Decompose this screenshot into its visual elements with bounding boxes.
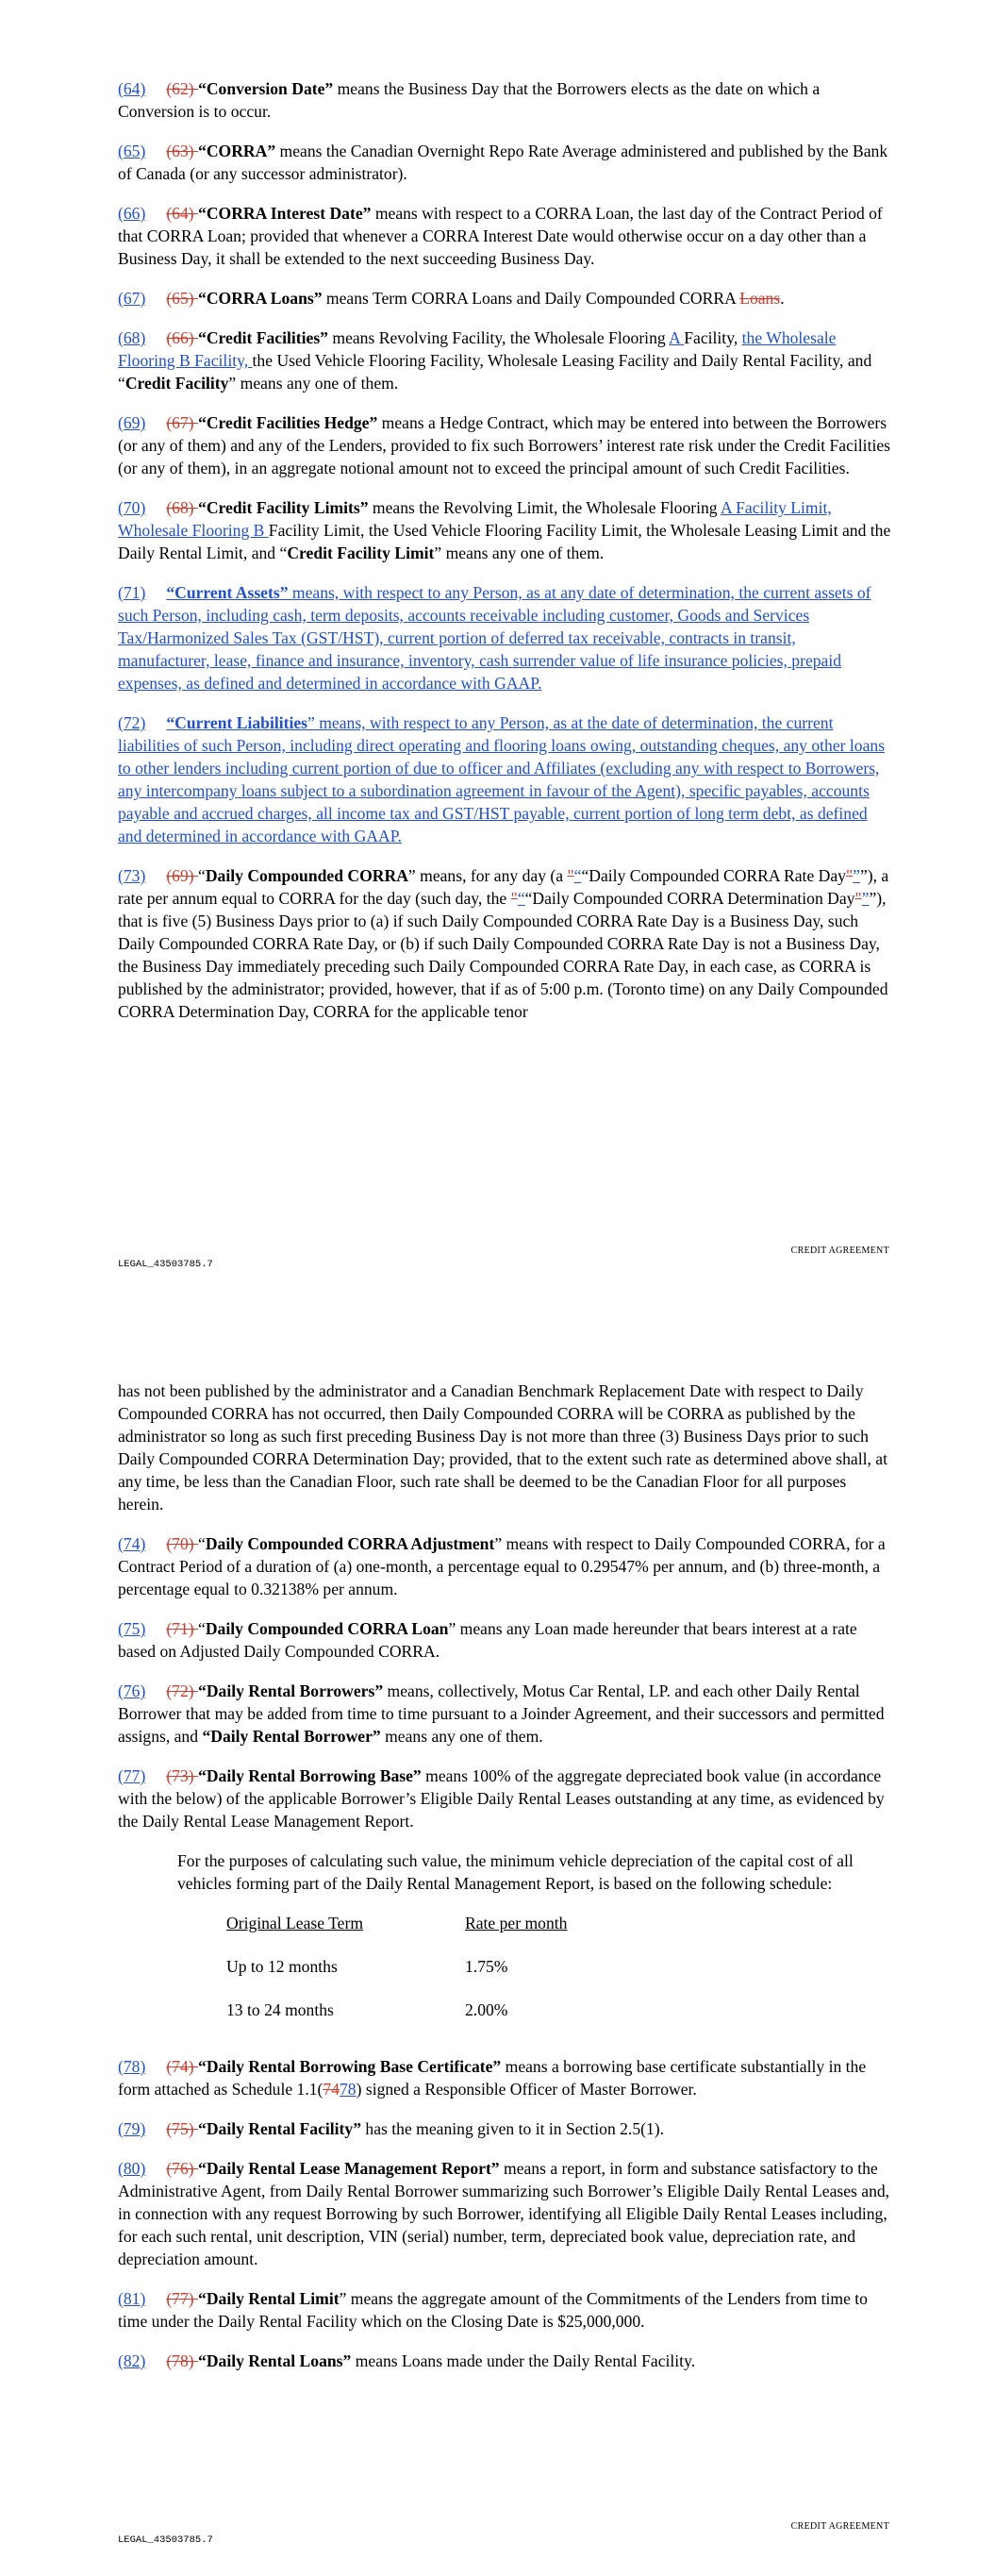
clause-number[interactable]: (69) [118, 413, 146, 432]
deleted-number: (64) [166, 204, 199, 223]
defined-term: “CORRA Interest Date” [198, 204, 372, 223]
clause-number[interactable]: (64) [118, 79, 146, 98]
deleted-number: (73) [166, 1766, 199, 1785]
definition-text: means the Canadian Overnight Repo Rate Average administered and published by the Bank of Canada (or any successor administrator). [118, 142, 888, 183]
definition-68 [118, 326, 891, 394]
footer-legal-id: LEGAL_43503785.7 [118, 1259, 213, 1270]
defined-term: “CORRA Loans” [198, 289, 323, 308]
deleted-number: (71) [166, 1619, 199, 1638]
defined-term: “Daily Rental Loans” [198, 2351, 352, 2370]
defined-term: “Daily Rental Facility” [198, 2119, 362, 2138]
defined-term: “CORRA” [198, 142, 276, 160]
definition-text: means, collectively, Motus Car Rental, LP. and each other Daily Rental Borrower that may be added from time to time pursuant to a Joinder Agreement, and their successors and permitted assigns, and [118, 1681, 885, 1746]
clause-number[interactable]: (66) [118, 204, 146, 223]
footer-title: CREDIT AGREEMENT [790, 1246, 889, 1256]
definition-text: ”), that is five (5) Business Days prior to (a) if such Daily Compounded CORRA Rate Day is a Business Day, such Daily Compounded CORRA Rate Day, or (b) if such Daily Compounded CORRA Rate Day is not a Business Day, the Business Day immediately preceding such Daily Compounded CORRA Rate Day, in each case, as CORRA is published by the administrator; provided, however, that if as of 5:00 p.m. (Toronto time) on any Daily Compounded CORRA Determination Day, CORRA for the applicable tenor [118, 889, 888, 1021]
definition-text: ) signed a Responsible Officer of Master Borrower. [356, 2080, 697, 2099]
inserted-text: 78 [340, 2080, 357, 2099]
definition-text: ” means any one of them. [228, 374, 399, 393]
defined-term: “Daily Rental Borrowing Base” [198, 1766, 422, 1785]
deleted-quote: " [510, 889, 518, 908]
deleted-number: (65) [166, 289, 199, 308]
inserted-text: A Facility Limit, Wholesale Flooring B [118, 498, 832, 540]
lease-term-cell: Up to 12 months [226, 1957, 338, 1976]
defined-term: “Credit Facility Limits” [198, 498, 369, 517]
inserted-quote: ” [853, 866, 860, 885]
inserted-quote: “ [517, 889, 525, 908]
defined-term: “Current Liabilities [166, 713, 308, 732]
clause-number[interactable]: (71) [118, 583, 146, 602]
definition-73 [118, 864, 891, 1023]
deleted-number: (78) [166, 2351, 199, 2370]
definition-text: “Daily Compounded CORRA Rate Day [581, 866, 846, 885]
definition-text: has the meaning given to it in Section 2.5(1). [361, 2119, 665, 2138]
deleted-number: (67) [166, 413, 199, 432]
definition-82 [118, 2350, 891, 2372]
rate-cell: 2.00% [465, 2000, 508, 2019]
defined-term: “Credit Facilities” [198, 328, 328, 347]
deleted-number: (63) [166, 142, 199, 160]
definition-text: ” means the aggregate amount of the Commitments of the Lenders from time to time under the Daily Rental Facility which on the Closing Date is $25,000,000. [118, 2289, 868, 2331]
definition-text: means Revolving Facility, the Wholesale Flooring [327, 328, 670, 347]
depreciation-note: For the purposes of calculating such value, the minimum vehicle depreciation of the capital cost of all vehicles forming part of the Daily Rental Management Report, is based on the following schedule: [177, 1851, 854, 1893]
clause-number[interactable]: (80) [118, 2159, 146, 2178]
definition-80 [118, 2157, 891, 2270]
rate-cell: 1.75% [465, 1957, 508, 1976]
definition-69 [118, 411, 891, 479]
defined-term-singular: “Daily Rental Borrower” [202, 1727, 381, 1746]
deleted-number: (69) [166, 866, 199, 885]
document-page-2 [0, 1302, 995, 2576]
defined-term: “Daily Rental Borrowing Base Certificate” [198, 2057, 502, 2076]
deleted-text: Loans [739, 289, 781, 308]
deleted-text: 74 [323, 2080, 340, 2099]
deleted-number: (76) [166, 2159, 199, 2178]
clause-number[interactable]: (65) [118, 142, 146, 160]
definition-74 [118, 1532, 891, 1600]
definition-81 [118, 2287, 891, 2333]
definition-text: means the Revolving Limit, the Wholesale Flooring [368, 498, 721, 517]
deleted-quote: " [845, 866, 854, 885]
definition-text: Facility Limit, the Used Vehicle Flooring Facility Limit, the Wholesale Leasing Limit and the Daily Rental Limit, and “ [118, 521, 891, 562]
deleted-number: (68) [166, 498, 199, 517]
definition-77 [118, 1765, 891, 1832]
definition-text: means Term CORRA Loans and Daily Compounded CORRA [322, 289, 740, 308]
quote-mark: “ [198, 1619, 206, 1638]
inserted-quote: “ [573, 866, 582, 885]
clause-number[interactable]: (68) [118, 328, 146, 347]
definition-75 [118, 1617, 891, 1663]
defined-term: “Conversion Date” [198, 79, 334, 98]
deleted-number: (72) [166, 1681, 199, 1700]
definition-78 [118, 2055, 891, 2100]
clause-number[interactable]: (81) [118, 2289, 146, 2308]
clause-number[interactable]: (70) [118, 498, 146, 517]
defined-term: “Credit Facilities Hedge” [198, 413, 378, 432]
lease-term-cell: 13 to 24 months [226, 2000, 334, 2019]
column-header: Rate per month [465, 1914, 568, 1932]
definition-76 [118, 1680, 891, 1748]
definition-text: “Daily Compounded CORRA Determination Day [524, 889, 855, 908]
footer-legal-id: LEGAL_43503785.7 [118, 2534, 213, 2546]
deleted-number: (75) [166, 2119, 199, 2138]
defined-term: “Daily Rental Lease Management Report” [198, 2159, 500, 2178]
definition-text: means 100% of the aggregate depreciated book value (in accordance with the below) of the applicable Borrower’s Eligible Daily Rental Leases outstanding at any time, as evidenced by the Daily Rental Lease Management Report. [118, 1766, 885, 1831]
defined-term: “Daily Rental Limit [198, 2289, 340, 2308]
definition-66 [118, 202, 891, 270]
clause-number[interactable]: (76) [118, 1681, 146, 1700]
deleted-number: (77) [166, 2289, 199, 2308]
definition-67 [118, 287, 891, 309]
definition-70 [118, 496, 891, 564]
defined-term: “Current Assets” [166, 583, 289, 602]
defined-term: Daily Compounded CORRA Loan [205, 1619, 449, 1638]
quote-mark: “ [198, 866, 206, 885]
page-body [118, 77, 891, 1040]
definition-text: ” means any Loan made hereunder that bears interest at a rate based on Adjusted Daily Compounded CORRA. [118, 1619, 857, 1661]
definition-text: Facility, [684, 328, 742, 347]
clause-number[interactable]: (79) [118, 2119, 146, 2138]
inserted-text: the Wholesale Flooring B Facility, [118, 328, 837, 370]
quote-mark: “ [198, 1534, 206, 1553]
definition-text: ” means, with respect to any Person, as at the date of determination, the current liabilities of such Person, including direct operating and flooring loans owing, outstanding cheques, any other loans to other lenders including current portion of due to officer and Affiliates (excluding any with respect to Borrowers, any intercompany loans subject to a subordination agreement in favour of the Agent), specific payables, accounts payable and accrued charges, all income tax and GST/HST payable, current portion of long term debt, as defined and determined in accordance with GAAP. [118, 713, 886, 845]
table-row [226, 1999, 567, 2042]
depreciation-schedule-table [226, 1912, 567, 2042]
definition-text: ” means with respect to Daily Compounded CORRA, for a Contract Period of a duration of (a) one-month, a percentage equal to 0.29547% per annum, and (b) three-month, a percentage equal to 0.32138% per annum. [118, 1534, 886, 1598]
page-body [118, 1380, 891, 2389]
definition-73-continued: has not been published by the administrator and a Canadian Benchmark Replacement Date with respect to Daily Compounded CORRA has not occurred, then Daily Compounded CORRA will be CORRA as published by the administrator so long as such first preceding Business Day is not more than three (3) Business Days prior to such Daily Compounded CORRA Determination Day; provided, that to the extent such rate as determined above shall, at any time, be less than the Canadian Floor, such rate shall be deemed to be the Canadian Floor for all purposes herein. [118, 1381, 887, 1514]
clause-number[interactable]: (77) [118, 1766, 146, 1785]
deleted-number: (70) [166, 1534, 199, 1553]
definition-text: means a report, in form and substance satisfactory to the Administrative Agent, from Daily Rental Borrower summarizing such Borrower’s Eligible Daily Rental Leases and, in connection with any request Borrowing by such Borrower, identifying all Eligible Daily Rental Leases including, for each such rental, unit description, VIN (serial) number, term, depreciated book value, depreciation rate, and depreciation amount. [118, 2159, 890, 2268]
definition-72-inserted [118, 711, 891, 847]
table-row [226, 1955, 567, 1999]
table-header-row [226, 1912, 567, 1955]
definition-79 [118, 2117, 891, 2140]
clause-number[interactable]: (75) [118, 1619, 146, 1638]
defined-term: Daily Compounded CORRA Adjustment [205, 1534, 495, 1553]
defined-term-singular: Credit Facility Limit [287, 544, 435, 562]
defined-term-singular: Credit Facility [124, 374, 229, 393]
definition-71-inserted [118, 581, 891, 694]
deleted-number: (62) [166, 79, 199, 98]
defined-term: “Daily Rental Borrowers” [198, 1681, 384, 1700]
definition-text: means a borrowing base certificate substantially in the form attached as Schedule 1.1( [118, 2057, 867, 2099]
defined-term: Daily Compounded CORRA [205, 866, 408, 885]
clause-number[interactable]: (82) [118, 2351, 146, 2370]
definition-65 [118, 140, 891, 185]
clause-number[interactable]: (73) [118, 866, 146, 885]
definition-text: ” means any one of them. [434, 544, 605, 562]
definition-text: the Used Vehicle Flooring Facility, Wholesale Leasing Facility and Daily Rental Facility, and “ [118, 351, 872, 393]
footer-title: CREDIT AGREEMENT [790, 2521, 889, 2532]
definition-text: means Loans made under the Daily Rental Facility. [351, 2351, 696, 2370]
definition-64 [118, 77, 891, 123]
definition-text: means with respect to a CORRA Loan, the last day of the Contract Period of that CORRA Loan; provided that whenever a CORRA Interest Date would otherwise occur on a day other than a Business Day, it shall be extended to the next succeeding Business Day. [118, 204, 883, 268]
definition-text: ” means, for any day (a [407, 866, 568, 885]
definition-text: means, with respect to any Person, as at any date of determination, the current assets of such Person, including cash, term deposits, accounts receivable including customer, Goods and Services Tax/Harmonized Sales Tax (GST/HST), current portion of deferred tax receivable, contracts in transit, manufacturer, lease, finance and insurance, inventory, cash surrender value of life insurance policies, prepaid expenses, as defined and determined in accordance with GAAP. [118, 583, 871, 693]
column-header: Original Lease Term [226, 1914, 364, 1932]
definition-text: means the Business Day that the Borrowers elects as the date on which a Conversion is to occur. [118, 79, 821, 121]
deleted-quote: " [567, 866, 574, 885]
definition-text: means a Hedge Contract, which may be entered into between the Borrowers (or any of them) and any of the Lenders, provided to fix such Borrowers’ interest rate risk under the Credit Facilities (or any of them), in an aggregate notional amount not to exceed the principal amount of such Credit Facilities. [118, 413, 891, 477]
deleted-number: (66) [166, 328, 199, 347]
definition-text-end: . [780, 289, 785, 308]
definition-text: means any one of them. [380, 1727, 543, 1746]
definition-text: ”), a rate per annum equal to CORRA for the day (such day, the [118, 866, 889, 908]
deleted-number: (74) [166, 2057, 199, 2076]
clause-number[interactable]: (74) [118, 1534, 146, 1553]
clause-number[interactable]: (67) [118, 289, 146, 308]
inserted-quote: ” [861, 889, 870, 908]
deleted-quote: " [854, 889, 862, 908]
clause-number[interactable]: (72) [118, 713, 146, 732]
clause-number[interactable]: (78) [118, 2057, 146, 2076]
inserted-text: A [669, 328, 685, 347]
